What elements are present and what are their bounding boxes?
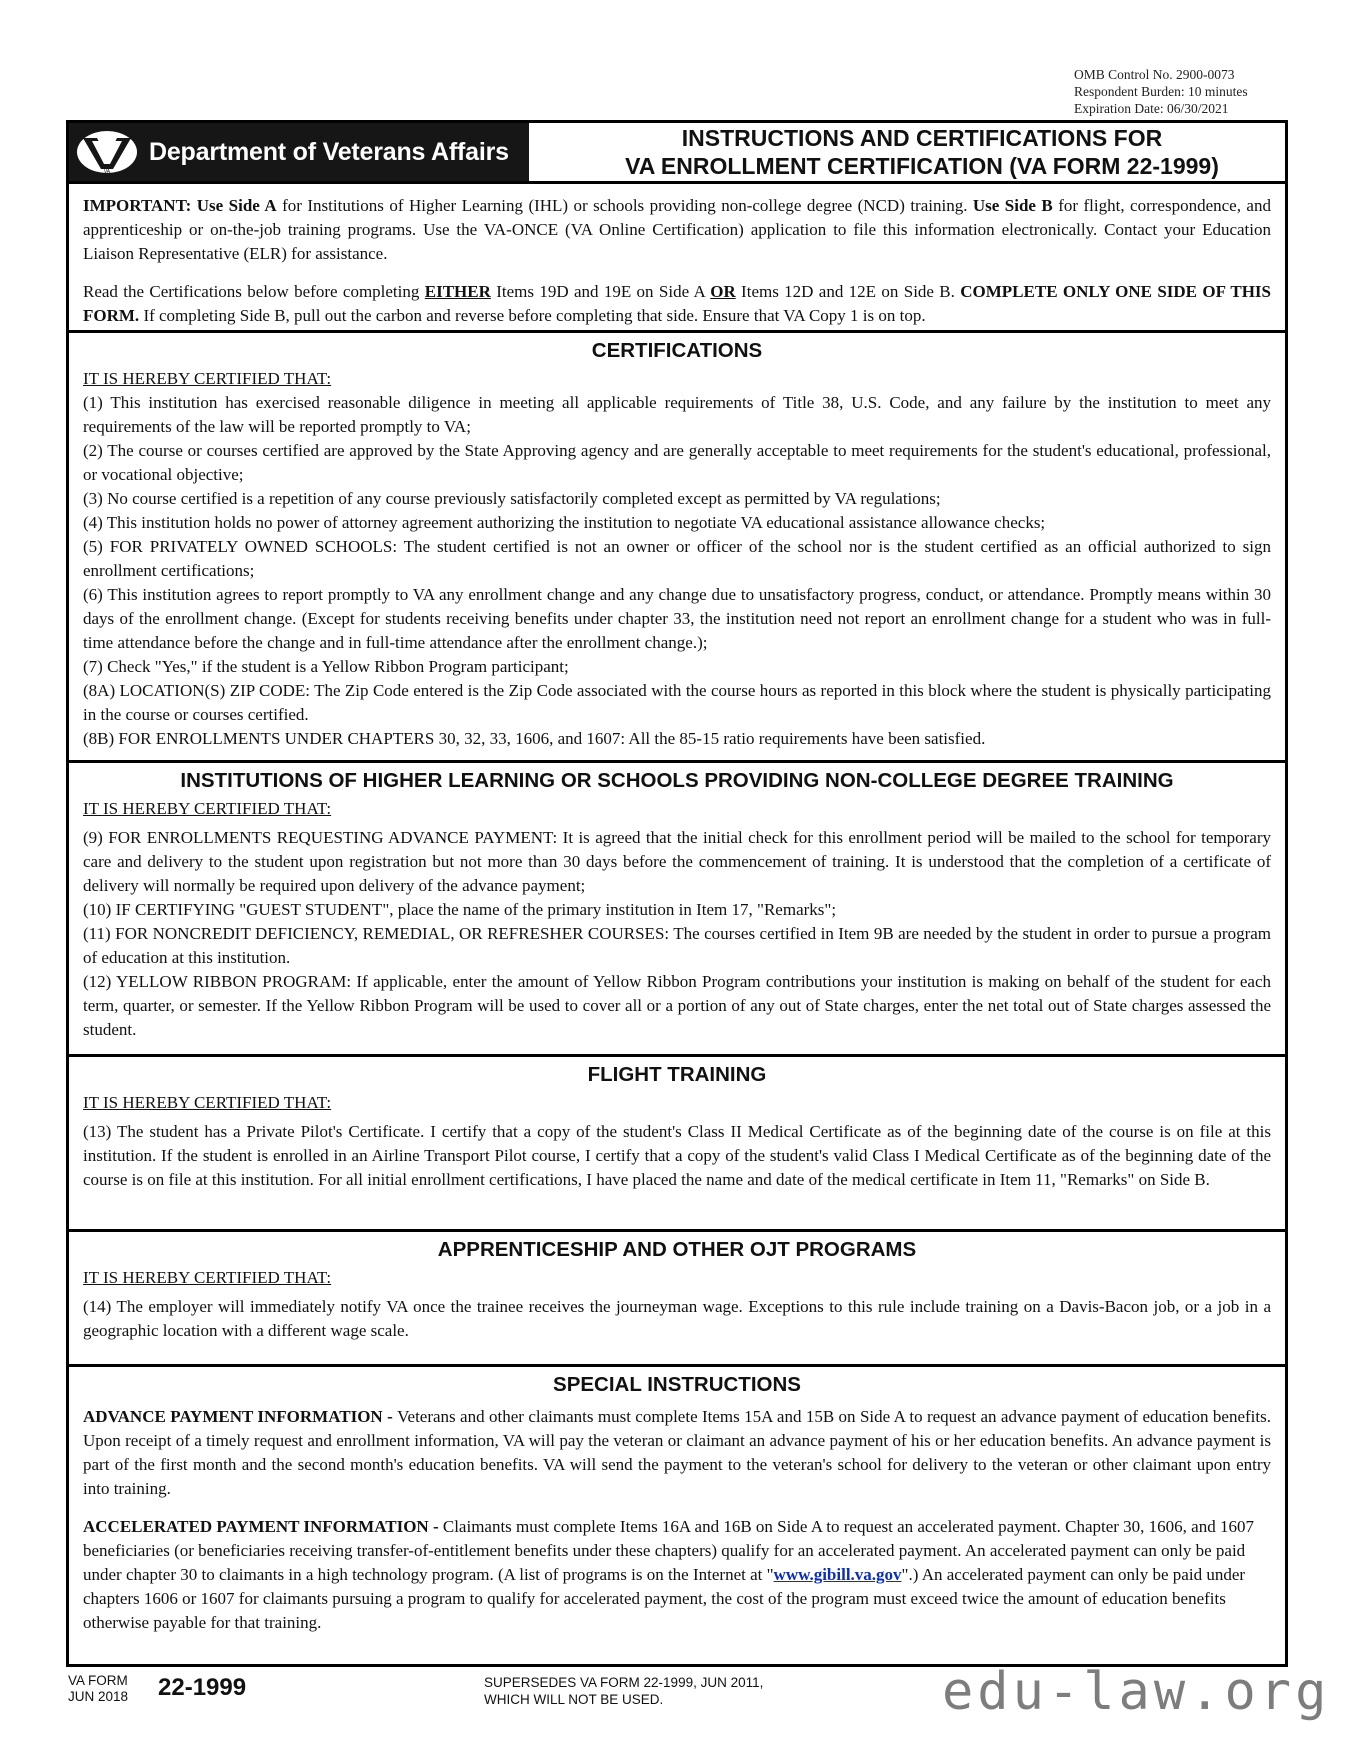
- flight-item-13: (13) The student has a Private Pilot's Certificate. I certify that a copy of the student's Class II Medical Certificate as of the beginning date of the course is on file at this institution. If the student is enrolled in an Airline Transport Pilot course, I certify that a copy of the student's valid Class I Medical Certificate as of the beginning date of the course is on file at this institution. For all initial enrollment certifications, I have placed the name and date of the medical certificate in Item 11, "Remarks" on Side B.: [83, 1122, 1271, 1189]
- certified-label: IT IS HEREBY CERTIFIED THAT:: [83, 1093, 332, 1112]
- cert-item-4: (4) This institution holds no power of attorney agreement authorizing the institution to negotiate VA educational assistance allowance checks;: [83, 513, 1046, 532]
- ihl-section: [69, 760, 1285, 1054]
- footer-supersedes: SUPERSEDES VA FORM 22-1999, JUN 2011, WHICH WILL NOT BE USED.: [484, 1675, 764, 1707]
- cert-item-3: (3) No course certified is a repetition of any course previously satisfactorily completed except as permitted by VA regulations;: [83, 489, 941, 508]
- cert-item-2: (2) The course or courses certified are approved by the State Approving agency and are generally acceptable to meet requirements for the student's educational, professional, or vocational objective;: [83, 441, 1271, 484]
- va-logo-block: [69, 123, 529, 181]
- form-header: [66, 120, 1288, 184]
- omb-expiration: Expiration Date: 06/30/2021: [1074, 101, 1229, 116]
- flight-title: FLIGHT TRAINING: [587, 1063, 767, 1086]
- cert-item-1: (1) This institution has exercised reasonable diligence in meeting all applicable requirements of Title 38, U.S. Code, and any failure by the institution to meet any requirements of the law will be reported promptly to VA;: [83, 393, 1271, 436]
- special-instructions-title: SPECIAL INSTRUCTIONS: [553, 1373, 801, 1396]
- ihl-item-11: (11) FOR NONCREDIT DEFICIENCY, REMEDIAL, OR REFRESHER COURSES: The courses certified in Item 9B are needed by the student in order to pursue a program of education at this institution.: [83, 924, 1271, 967]
- intro-paragraph-1: IMPORTANT: Use Side A for Institutions of Higher Learning (IHL) or schools providing non-college degree (NCD) training. Use Side B for flight, correspondence, and apprenticeship or on-the-job training programs. Use the VA-ONCE (VA Online Certification) application to file this information electronically. Contact your Education Liaison Representative (ELR) for assistance.: [83, 196, 1271, 263]
- certified-label: IT IS HEREBY CERTIFIED THAT:: [83, 369, 332, 388]
- cert-item-7: (7) Check "Yes," if the student is a Yellow Ribbon Program participant;: [83, 657, 569, 676]
- ojt-item-14: (14) The employer will immediately notify VA once the trainee receives the journeyman wage. Exceptions to this rule include training on a Davis-Bacon job, or a job in a geographic location with a different wage scale.: [83, 1297, 1271, 1340]
- certifications-section: [69, 330, 1285, 760]
- svg-text:VA: VA: [103, 169, 111, 175]
- ojt-section: [69, 1229, 1285, 1364]
- omb-info: [1074, 66, 1314, 117]
- ojt-title: APPRENTICESHIP AND OTHER OJT PROGRAMS: [437, 1238, 917, 1261]
- va-seal-icon: [75, 129, 139, 175]
- ihl-item-9: (9) FOR ENROLLMENTS REQUESTING ADVANCE PAYMENT: It is agreed that the initial check for this enrollment period will be mailed to the school for temporary care and delivery to the student upon registration but not more than 30 days before the commencement of training. It is understood that the completion of a certificate of delivery will normally be required upon delivery of the advance payment;: [83, 828, 1271, 895]
- intro-paragraph-2: Read the Certifications below before completing EITHER Items 19D and 19E on Side A OR Items 12D and 12E on Side B. COMPLETE ONLY ONE SIDE OF THIS FORM. If completing Side B, pull out the carbon and reverse before completing that side. Ensure that VA Copy 1 is on top.: [83, 282, 1271, 325]
- omb-control: OMB Control No. 2900-0073: [1074, 67, 1235, 82]
- flight-section: [69, 1054, 1285, 1229]
- gibill-link[interactable]: www.gibill.va.gov: [773, 1565, 902, 1584]
- form-body: [66, 184, 1288, 1667]
- ihl-title: INSTITUTIONS OF HIGHER LEARNING OR SCHOOLS PROVIDING NON-COLLEGE DEGREE TRAINING: [180, 769, 1174, 792]
- omb-burden: Respondent Burden: 10 minutes: [1074, 84, 1248, 99]
- intro-section: [69, 184, 1285, 330]
- form-title-line2: VA ENROLLMENT CERTIFICATION (VA FORM 22-1999): [625, 153, 1219, 179]
- cert-item-5: (5) FOR PRIVATELY OWNED SCHOOLS: The student certified is not an owner or officer of the school nor is the student certified as an official authorized to sign enrollment certifications;: [83, 537, 1271, 580]
- special-instructions-section: [69, 1364, 1285, 1664]
- cert-item-8a: (8A) LOCATION(S) ZIP CODE: The Zip Code entered is the Zip Code associated with the course hours as reported in this block where the student is physically participating in the course or courses certified.: [83, 681, 1271, 724]
- footer-form-number: 22-1999: [158, 1674, 247, 1701]
- cert-item-6: (6) This institution agrees to report promptly to VA any enrollment change and any change due to unsatisfactory progress, conduct, or attendance. Promptly means within 30 days of the enrollment change. (Except for students receiving benefits under chapter 33, the institution need not report an enrollment change for a student who was in full-time attendance before the change and in full-time attendance after the enrollment change.);: [83, 585, 1271, 652]
- ihl-item-10: (10) IF CERTIFYING "GUEST STUDENT", place the name of the primary institution in Item 17, "Remarks";: [83, 900, 837, 919]
- cert-item-8b: (8B) FOR ENROLLMENTS UNDER CHAPTERS 30, 32, 33, 1606, and 1607: All the 85-15 ratio requirements have been satisfied.: [83, 729, 986, 748]
- footer-form-label: VA FORM JUN 2018: [68, 1673, 129, 1704]
- advance-payment-info: ADVANCE PAYMENT INFORMATION - Veterans and other claimants must complete Items 15A and 15B on Side A to request an advance payment of education benefits. Upon receipt of a timely request and enrollment information, VA will pay the veteran or claimant an advance payment of his or her education benefits. An advance payment is part of the first month and the second month's education benefits. VA will send the payment to the veteran's school for delivery to the veteran or other claimant upon entry into training.: [83, 1407, 1271, 1498]
- certified-label: IT IS HEREBY CERTIFIED THAT:: [83, 1268, 332, 1287]
- certified-label: IT IS HEREBY CERTIFIED THAT:: [83, 799, 332, 818]
- important-label: IMPORTANT:: [83, 196, 192, 215]
- department-name: Department of Veterans Affairs: [149, 137, 509, 166]
- form-title: [529, 123, 1285, 181]
- watermark: edu-law.org: [942, 1662, 1331, 1722]
- accelerated-payment-info: ACCELERATED PAYMENT INFORMATION - Claimants must complete Items 16A and 16B on Side A to request an accelerated payment. Chapter 30, 1606, and 1607 beneficiaries (or beneficiaries receiving transfer-of-entitlement benefits under these chapters) qualify for an accelerated payment. An accelerated payment can only be paid under chapter 30 to claimants in a high technology program. (A list of programs is on the Internet at "www.gibill.va.gov".) An accelerated payment can only be paid under chapters 1606 or 1607 for claimants pursuing a program to qualify for accelerated payment, the cost of the program must exceed twice the amount of education benefits otherwise payable for that training.: [83, 1517, 1254, 1632]
- certifications-title: CERTIFICATIONS: [591, 339, 763, 362]
- form-title-line1: INSTRUCTIONS AND CERTIFICATIONS FOR: [681, 125, 1163, 151]
- ihl-item-12: (12) YELLOW RIBBON PROGRAM: If applicable, enter the amount of Yellow Ribbon Program contributions your institution is making on behalf of the student for each term, quarter, or semester. If the Yellow Ribbon Program will be used to cover all or a portion of any out of State charges, enter the net total out of State charges assessed the student.: [83, 972, 1271, 1039]
